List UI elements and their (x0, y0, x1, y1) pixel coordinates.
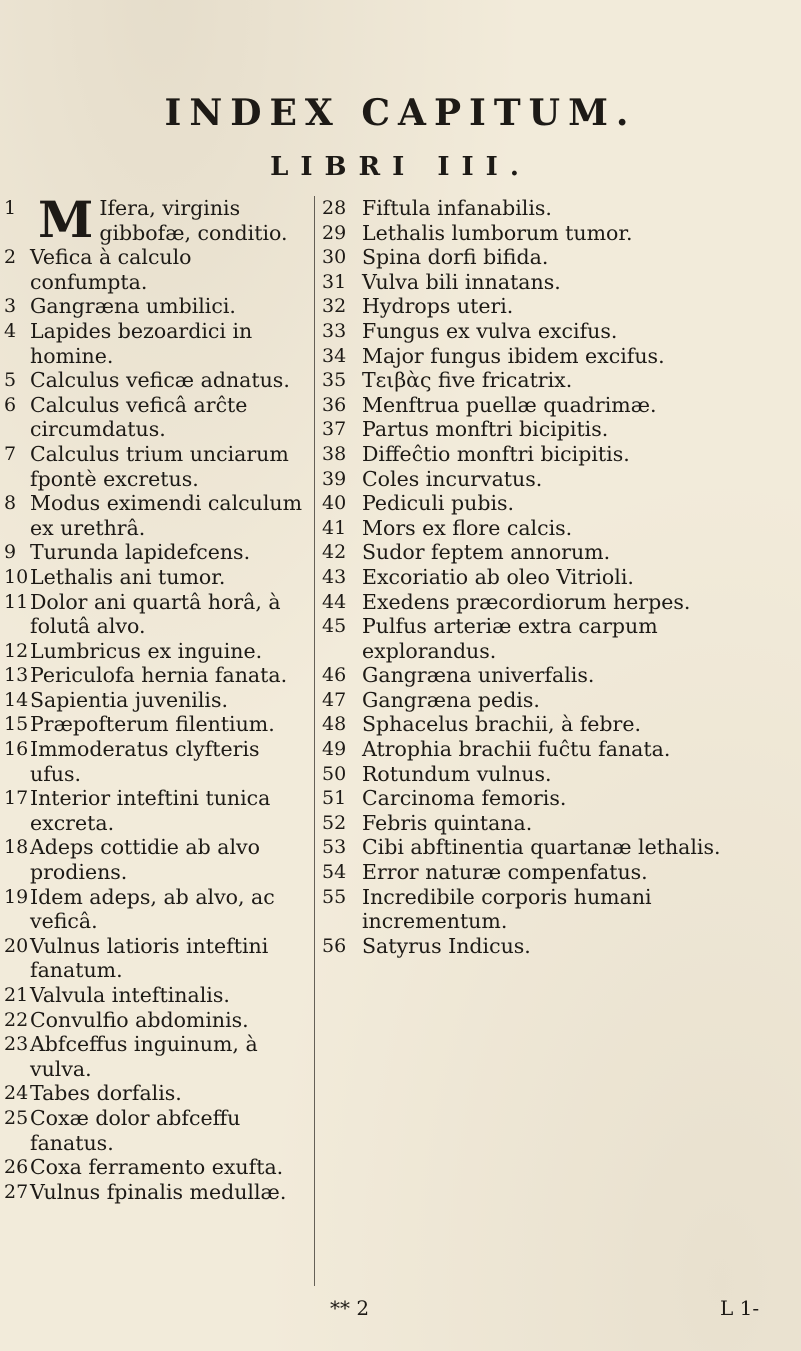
right-column (322, 196, 770, 958)
entry-text: Gangræna univerfalis. (362, 663, 595, 688)
entry-text: Sapientia juvenilis. (30, 687, 228, 712)
entry-text: Immoderatus clyfteris ufus. (30, 737, 260, 786)
entry-text: Abfceffus inguinum, à vulva. (30, 1032, 258, 1081)
index-entry (4, 540, 304, 565)
entry-text: Lethalis lumborum tumor. (362, 220, 633, 245)
index-entry (322, 245, 770, 270)
entry-number: 13 (4, 664, 29, 687)
entry-number: 1 (4, 197, 17, 219)
entry-number: 17 (4, 787, 29, 810)
entry-number: 31 (322, 270, 347, 293)
entry-number: 46 (322, 664, 347, 687)
entry-text: Pulfus arteriæ extra carpum explorandus. (362, 614, 658, 663)
entry-text: Calculus veficæ adnatus. (30, 368, 290, 393)
index-entry (322, 491, 770, 516)
index-entry (4, 983, 304, 1008)
index-entry (4, 885, 304, 934)
entry-text: Fungus ex vulva excifus. (362, 318, 618, 343)
entry-text: Vulnus latioris inteftini fanatum. (30, 933, 269, 983)
entry-text: Hydrops uteri. (362, 294, 514, 319)
entry-text: Major fungus ibidem excifus. (362, 343, 665, 368)
entry-number: 56 (322, 934, 347, 957)
entry-number: 24 (4, 1082, 29, 1105)
entry-text: Coxa ferramento exufta. (30, 1155, 284, 1180)
index-entry (4, 565, 304, 590)
entry-number: 21 (4, 984, 29, 1006)
entry-number: 26 (4, 1156, 29, 1179)
entry-text: Præpofterum filentium. (30, 712, 275, 737)
catchword: L 1- (720, 1296, 760, 1320)
index-entry (322, 688, 770, 713)
entry-number: 27 (4, 1180, 29, 1203)
entry-number: 32 (322, 295, 347, 318)
left-column (4, 190, 304, 1204)
index-entry (4, 590, 304, 639)
index-entry (322, 786, 770, 811)
entry-number: 44 (322, 590, 347, 613)
entry-number: 9 (4, 541, 17, 564)
entry-text: Idem adeps, ab alvo, ac veficâ. (30, 884, 275, 934)
index-entry (322, 860, 770, 885)
index-entry (322, 540, 770, 565)
entry-number: 47 (322, 688, 347, 711)
index-entry (322, 737, 770, 762)
entry-number: 10 (4, 565, 29, 588)
index-entry (322, 565, 770, 590)
column-divider (314, 196, 315, 1286)
entry-number: 41 (322, 516, 347, 539)
index-entry (322, 762, 770, 787)
signature-mark: ** 2 (330, 1296, 370, 1320)
entry-text-body: Ifera, virginis gibbofæ, conditio. (99, 196, 288, 245)
index-entry (322, 467, 770, 492)
entry-number: 37 (322, 418, 347, 441)
index-entry (322, 516, 770, 541)
entry-number: 30 (322, 246, 347, 269)
entry-text: Coles incurvatus. (362, 466, 543, 491)
index-entry (322, 196, 770, 221)
index-entry (322, 221, 770, 246)
entry-number: 42 (322, 541, 347, 564)
entry-text: Tabes dorfalis. (30, 1081, 182, 1106)
index-entry (4, 737, 304, 786)
index-entry (322, 393, 770, 418)
entry-text: Mors ex flore calcis. (362, 515, 573, 540)
entry-number: 3 (4, 295, 17, 318)
entry-number: 52 (322, 811, 347, 834)
index-entry (4, 835, 304, 884)
drop-capital: M (38, 190, 94, 249)
index-entry (322, 885, 770, 934)
entry-number: 35 (322, 369, 347, 392)
entry-text: Τειβὰς five fricatrix. (362, 368, 573, 393)
index-entry (4, 368, 304, 393)
entry-number: 6 (4, 393, 17, 416)
entry-number: 50 (322, 762, 347, 785)
entry-number: 20 (4, 934, 29, 957)
entry-text: Pediculi pubis. (362, 491, 515, 516)
entry-text: Valvula inteftinalis. (30, 983, 230, 1007)
entry-text: Incredibile corporis humani incrementum. (362, 884, 652, 934)
index-entry (4, 712, 304, 737)
entry-number: 36 (322, 393, 347, 416)
index-entry (4, 1106, 304, 1155)
entry-text: Diffeĉtio monftri bicipitis. (362, 441, 630, 466)
entry-number: 45 (322, 615, 347, 638)
entry-number: 16 (4, 738, 29, 761)
entry-number: 49 (322, 738, 347, 761)
index-entry (4, 1008, 304, 1033)
index-entry (4, 1032, 304, 1081)
index-entry (322, 835, 770, 860)
entry-number: 54 (322, 861, 347, 884)
index-entry (322, 294, 770, 319)
index-entry (4, 688, 304, 713)
index-entry (322, 319, 770, 344)
entry-number: 11 (4, 590, 29, 613)
index-entry (322, 590, 770, 615)
entry-text: Menftrua puellæ quadrimæ. (362, 392, 657, 417)
entry-text: Partus monftri bicipitis. (362, 417, 609, 442)
entry-number: 4 (4, 319, 17, 342)
entry-text: Spina dorfi bifida. (362, 245, 549, 270)
entry-text: Exedens præcordiorum herpes. (362, 589, 691, 614)
entry-number: 40 (322, 492, 347, 515)
entry-number: 48 (322, 713, 347, 736)
entry-number: 34 (322, 344, 347, 367)
entry-text: Lumbricus ex inguine. (30, 638, 263, 663)
entry-text: Sudor feptem annorum. (362, 540, 611, 565)
entry-text (30, 190, 304, 249)
entry-number: 25 (4, 1106, 29, 1129)
entry-number: 55 (322, 885, 347, 908)
entry-number: 15 (4, 713, 29, 736)
entry-number: 33 (322, 319, 347, 342)
index-entry (4, 1155, 304, 1180)
index-entry (322, 270, 770, 295)
index-entry (322, 344, 770, 369)
entry-text: Calculus veficâ arĉte circumdatus. (30, 392, 248, 442)
entry-number: 29 (322, 221, 347, 244)
entry-text: Periculofa hernia fanata. (30, 663, 288, 688)
index-entry (4, 786, 304, 835)
entry-number: 22 (4, 1008, 29, 1031)
index-entry (322, 417, 770, 442)
entry-text: Lapides bezoardici in homine. (30, 318, 253, 368)
entry-text: Vulva bili innatans. (362, 269, 561, 294)
page-subtitle: LIBRI III. (270, 152, 531, 182)
entry-number: 12 (4, 639, 29, 662)
entry-text: Rotundum vulnus. (362, 761, 552, 786)
entry-text: Sphacelus brachii, à febre. (362, 712, 642, 737)
entry-text: Interior inteftini tunica excreta. (30, 786, 271, 835)
page-title: INDEX CAPITUM. (164, 92, 637, 134)
entry-text: Vulnus fpinalis medullæ. (30, 1179, 287, 1204)
entry-number: 2 (4, 246, 17, 269)
index-entry (4, 319, 304, 368)
entry-text: Febris quintana. (362, 810, 533, 835)
index-entry (322, 614, 770, 663)
index-entry (4, 491, 304, 540)
index-entry (4, 294, 304, 319)
entry-text: Cibi abftinentia quartanæ lethalis. (362, 835, 721, 860)
index-entry (322, 442, 770, 467)
index-entry (4, 639, 304, 664)
entry-number: 23 (4, 1033, 29, 1056)
entry-text: Gangræna pedis. (362, 687, 540, 712)
entry-text: Lethalis ani tumor. (30, 564, 226, 589)
index-entry (4, 934, 304, 983)
entry-text: Convulfio abdominis. (30, 1007, 249, 1032)
entry-number: 51 (322, 787, 347, 810)
entry-text: Coxæ dolor abfceffu fanatus. (30, 1105, 241, 1155)
entry-number: 28 (322, 197, 347, 219)
index-entry (4, 393, 304, 442)
entry-text: Satyrus Indicus. (362, 933, 531, 958)
entry-text: Gangræna umbilici. (30, 294, 236, 319)
entry-text: Dolor ani quartâ horâ, à folutâ alvo. (30, 589, 281, 639)
entry-text: Turunda lapidefcens. (30, 540, 251, 565)
entry-number: 8 (4, 492, 17, 515)
entry-number: 14 (4, 688, 29, 711)
index-entry (4, 442, 304, 491)
entry-text: Calculus trium unciarum fpontè excretus. (30, 441, 289, 491)
entry-text: Excoriatio ab oleo Vitrioli. (362, 564, 634, 589)
entry-text: Adeps cottidie ab alvo prodiens. (30, 835, 260, 885)
entry-number: 38 (322, 442, 347, 465)
entry-text: Vefica à calculo confumpta. (30, 245, 192, 294)
index-entry (322, 368, 770, 393)
entry-text: Carcinoma femoris. (362, 786, 567, 811)
entry-number: 7 (4, 442, 17, 465)
index-entry (322, 712, 770, 737)
entry-number: 18 (4, 836, 29, 859)
index-entry (4, 1180, 304, 1205)
entry-text: Error naturæ compenfatus. (362, 860, 648, 885)
index-entry (4, 1081, 304, 1106)
entry-number: 39 (322, 467, 347, 490)
entry-number: 19 (4, 885, 29, 908)
index-entry (4, 190, 304, 249)
index-entry (322, 934, 770, 959)
index-entry (4, 663, 304, 688)
entry-number: 43 (322, 565, 347, 588)
entry-text: Modus eximendi calculum ex urethrâ. (30, 491, 303, 540)
index-entry (322, 811, 770, 836)
entry-number: 53 (322, 836, 347, 859)
index-entry (4, 245, 304, 294)
entry-text: Fiftula infanabilis. (362, 196, 552, 220)
index-entry (322, 663, 770, 688)
entry-number: 5 (4, 369, 17, 392)
entry-text: Atrophia brachii fuĉtu fanata. (362, 737, 671, 762)
